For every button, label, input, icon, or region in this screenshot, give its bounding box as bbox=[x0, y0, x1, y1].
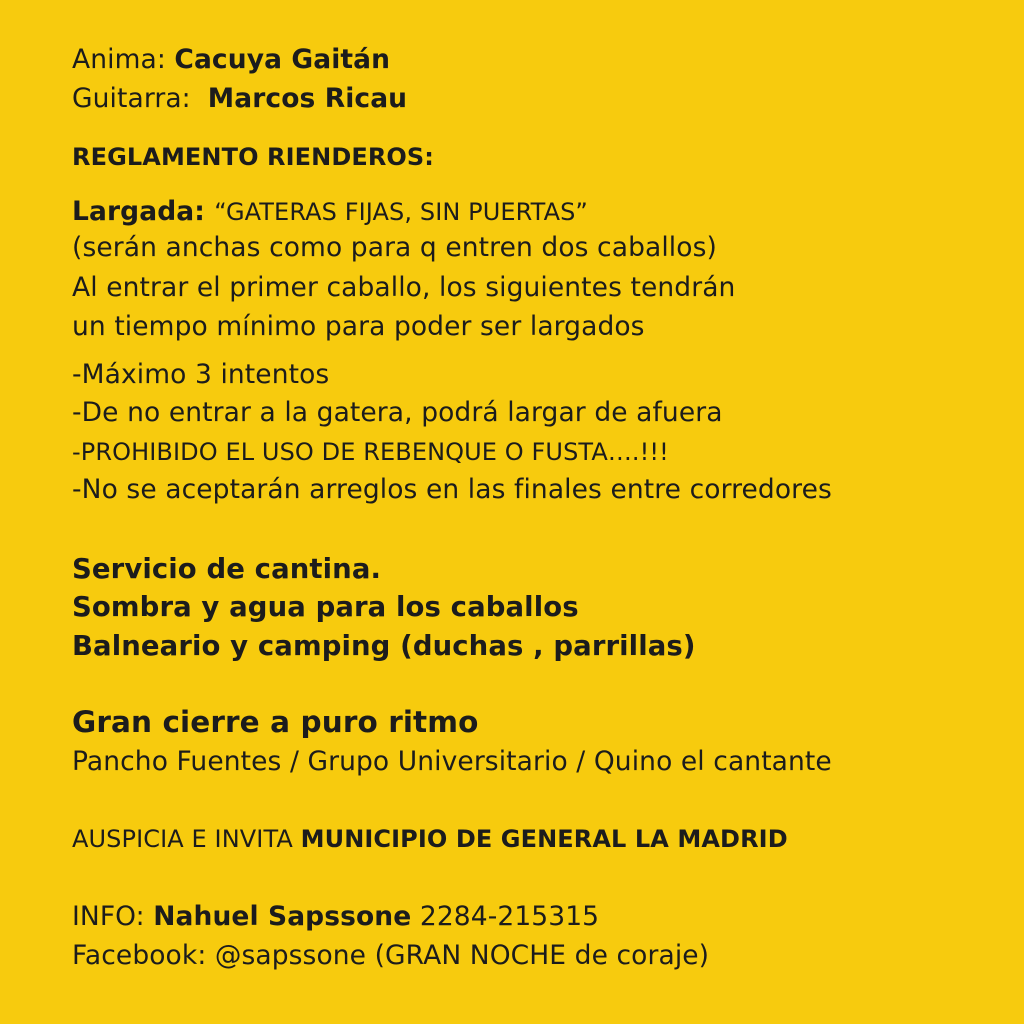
sponsor-line bbox=[72, 821, 788, 857]
sponsor-name: MUNICIPIO DE GENERAL LA MADRID bbox=[300, 825, 788, 853]
largada-detail-3: un tiempo mínimo para poder ser largados bbox=[72, 311, 645, 342]
closing-heading: Gran cierre a puro ritmo bbox=[72, 705, 479, 739]
info-phone: 2284-215315 bbox=[411, 901, 600, 932]
guitarra-label: Guitarra: bbox=[72, 83, 208, 114]
rule-item-2: -De no entrar a la gatera, podrá largar de afuera bbox=[72, 397, 723, 428]
rule-item-4: -No se aceptarán arreglos en las finales entre corredores bbox=[72, 474, 832, 505]
service-sombra: Sombra y agua para los caballos bbox=[72, 591, 579, 623]
service-cantina: Servicio de cantina. bbox=[72, 553, 382, 585]
largada-detail-2: Al entrar el primer caballo, los siguientes tendrán bbox=[72, 272, 736, 303]
anima-name: Cacuya Gaitán bbox=[174, 44, 391, 75]
guitarra-name: Marcos Ricau bbox=[207, 83, 408, 114]
info-name: Nahuel Sapssone bbox=[153, 901, 412, 932]
anima-label: Anima: bbox=[72, 44, 175, 75]
largada-label: Largada: bbox=[72, 196, 215, 227]
facebook-line: Facebook: @sapssone (GRAN NOCHE de coraje) bbox=[72, 940, 710, 971]
sponsor-label: AUSPICIA E INVITA bbox=[72, 825, 301, 853]
service-balneario: Balneario y camping (duchas , parrillas) bbox=[72, 630, 696, 662]
rule-item-3: -PROHIBIDO EL USO DE REBENQUE O FUSTA….!!! bbox=[72, 438, 669, 466]
rule-item-1: -Máximo 3 intentos bbox=[72, 359, 330, 390]
largada-value: “GATERAS FIJAS, SIN PUERTAS” bbox=[214, 198, 588, 226]
largada-line bbox=[72, 194, 588, 230]
info-line bbox=[72, 899, 599, 935]
guitarra-credit bbox=[72, 81, 407, 117]
info-label: INFO: bbox=[72, 901, 154, 932]
anima-credit bbox=[72, 42, 390, 78]
largada-detail-1: (serán anchas como para q entren dos caballos) bbox=[72, 232, 717, 263]
reglamento-heading: REGLAMENTO RIENDEROS: bbox=[72, 143, 435, 171]
closing-artists: Pancho Fuentes / Grupo Universitario / Quino el cantante bbox=[72, 746, 832, 777]
